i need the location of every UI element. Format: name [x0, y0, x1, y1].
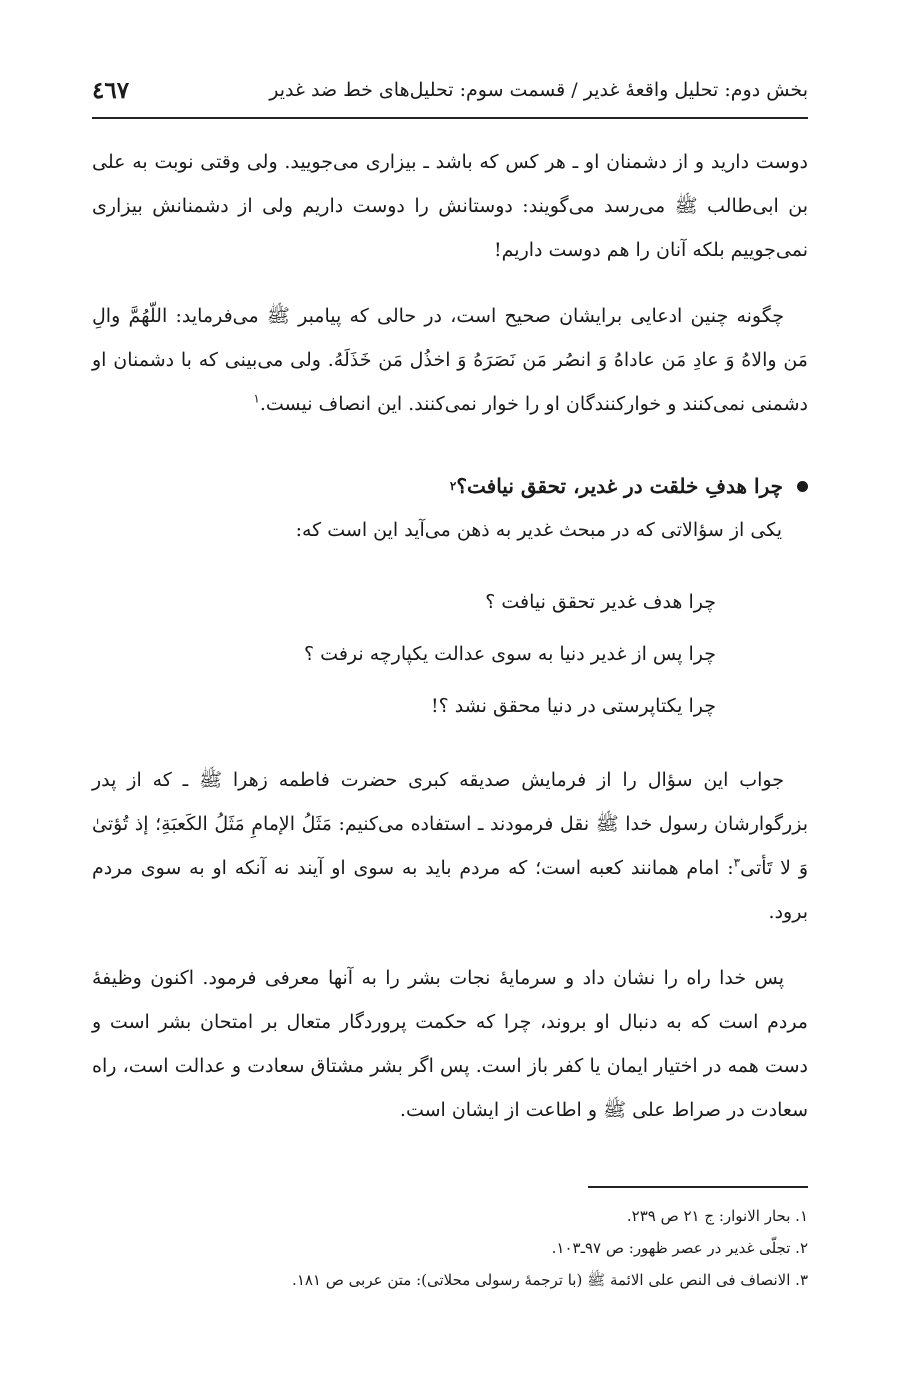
- footnote-rule: [588, 1186, 808, 1188]
- footnote-2: ٢. تجلّی غدیر در عصر ظهور: ص ٩٧ـ١٠٣.: [551, 1239, 808, 1257]
- footnote-ref-1: ١: [253, 391, 260, 406]
- question-item: چرا هدف غدیر تحقق نیافت ؟: [485, 591, 716, 613]
- question-item: چرا پس از غدیر دنیا به سوی عدالت یکپارچه نرفت ؟: [304, 643, 716, 665]
- page-number: ٤٦٧: [92, 76, 130, 104]
- main-text: [92, 140, 808, 1154]
- footnotes: [92, 1200, 808, 1296]
- paragraph-3-text-a: جواب این سؤال را از فرمایش صدیقه کبری حضرت فاطمه زهرا ﷺ ـ که از پدر بزرگوارشان رسول خدا ﷺ نقل فرمودند ـ استفاده می‌کنیم: مَثَلُ الإمامِ مَثَلُ الكَعبَةِ؛ إذ تُؤتیٰ وَ لا تَأتی: [92, 769, 808, 879]
- question-item: چرا یکتاپرستی در دنیا محقق نشد ؟!: [430, 695, 716, 717]
- paragraph-4: پس خدا راه را نشان داد و سرمایهٔ نجات بشر را به آنها معرفی فرمود. اکنون وظیفهٔ مردم است که به دنبال او بروند، چرا که حکمت پروردگار متعال بر امتحان بشر است و دست همه در اختیار ایمان یا کفر باز است. پس اگر بشر مشتاق سعادت و عدالت است، راه سعادت در صراط علی ﷺ و اطاعت از ایشان است.: [92, 967, 808, 1121]
- footnote-1: ١. بحار الانوار: ج ٢١ ص ٢٣٩.: [626, 1207, 808, 1225]
- running-header-title: بخش دوم: تحلیل واقعهٔ غدیر / قسمت سوم: تحلیل‌های خط ضد غدیر: [269, 79, 808, 101]
- paragraph-1: دوست دارید و از دشمنان او ـ هر کس که باشد ـ بیزاری می‌جویید. ولی وقتی نوبت به علی بن ابی‌طالب ﷺ می‌رسد می‌گویند: دوستانش را دوست داریم ولی از دشمنانش بیزاری نمی‌جوییم بلکه آنان را هم دوست داریم!: [92, 151, 808, 261]
- paragraph-2: [92, 294, 808, 426]
- bullet-icon: [797, 481, 808, 492]
- section-intro: یکی از سؤالاتی که در مبحث غدیر به ذهن می‌آید این است که:: [295, 519, 782, 541]
- paragraph-3-text-b: : امام همانند کعبه است؛ که مردم باید به سوی او آیند نه آنکه او به سوی مردم برود.: [92, 857, 808, 923]
- footnote-3: ٣. الانصاف فی النص علی الائمة ﷺ (با ترجمهٔ رسولی محلاتی): متن عربی ص ١٨١.: [292, 1271, 808, 1289]
- section-heading: چرا هدفِ خلقت در غدیر، تحقق نیافت؟ ٢: [92, 464, 808, 508]
- paragraph-2-text: چگونه چنین ادعایی برایشان صحیح است، در حالی که پیامبر ﷺ می‌فرماید: اللّهُمَّ والِ مَن والاهُ وَ عادِ مَن عاداهُ وَ انصُر مَن نَصَرَهُ وَ اخذُل مَن خَذَلَهُ. ولی می‌بینی که با دشمنان او دشمنی نمی‌کنند و خوارکنندگان او را خوار نمی‌کنند. این انصاف نیست.: [92, 305, 808, 415]
- section-heading-text: چرا هدفِ خلقت در غدیر، تحقق نیافت؟: [456, 474, 783, 498]
- footnote-ref-3: ٣: [733, 855, 741, 870]
- running-header: [92, 70, 808, 110]
- header-rule: [92, 117, 808, 119]
- paragraph-3: [92, 758, 808, 934]
- question-list: [92, 576, 808, 732]
